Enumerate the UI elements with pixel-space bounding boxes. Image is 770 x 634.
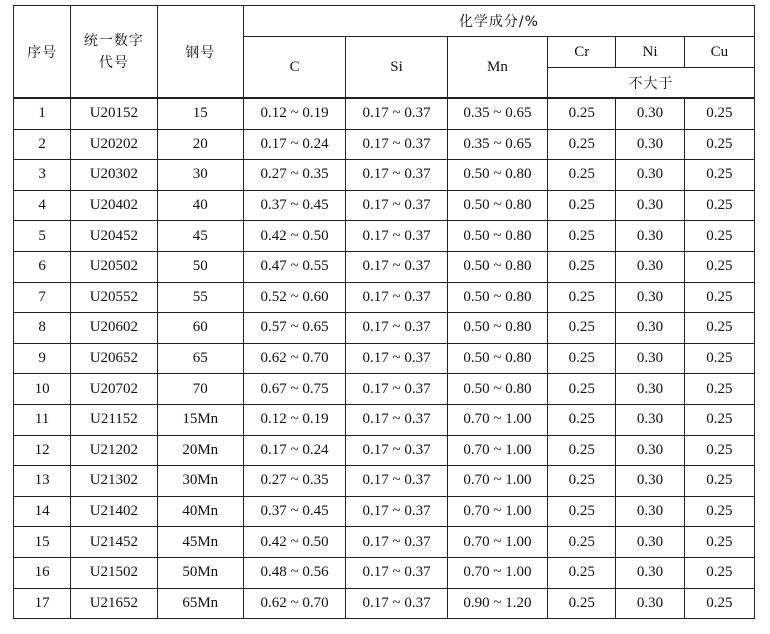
cell-no: 8	[14, 313, 71, 344]
composition-table	[13, 5, 755, 619]
cell-code: U21152	[71, 404, 157, 435]
cell-c: 0.27 ~ 0.35	[243, 466, 345, 497]
cell-code: U20652	[71, 343, 157, 374]
table-body	[14, 98, 755, 619]
cell-mn: 0.50 ~ 0.80	[447, 190, 547, 221]
cell-code: U20402	[71, 190, 157, 221]
cell-no: 7	[14, 282, 71, 313]
cell-code: U20452	[71, 221, 157, 252]
cell-mn: 0.70 ~ 1.00	[447, 466, 547, 497]
cell-no: 3	[14, 160, 71, 191]
cell-grade: 20Mn	[157, 435, 243, 466]
header-code-line1: 统一数字	[83, 32, 144, 49]
cell-cr: 0.25	[548, 251, 616, 282]
table-row	[14, 129, 755, 160]
cell-code: U20552	[71, 282, 157, 313]
cell-mn: 0.50 ~ 0.80	[447, 251, 547, 282]
cell-ni: 0.30	[616, 588, 684, 619]
cell-mn: 0.70 ~ 1.00	[447, 527, 547, 558]
cell-ni: 0.30	[616, 404, 684, 435]
cell-grade: 30	[157, 160, 243, 191]
cell-si: 0.17 ~ 0.37	[346, 588, 447, 619]
cell-cr: 0.25	[548, 129, 616, 160]
table-row	[14, 343, 755, 374]
cell-grade: 65	[157, 343, 243, 374]
cell-ni: 0.30	[616, 251, 684, 282]
cell-mn: 0.50 ~ 0.80	[447, 374, 547, 405]
cell-si: 0.17 ~ 0.37	[346, 282, 447, 313]
cell-ni: 0.30	[616, 313, 684, 344]
cell-no: 16	[14, 557, 71, 588]
cell-cu: 0.25	[684, 343, 754, 374]
table-row	[14, 282, 755, 313]
table-row	[14, 527, 755, 558]
cell-ni: 0.30	[616, 190, 684, 221]
cell-c: 0.52 ~ 0.60	[243, 282, 345, 313]
cell-grade: 50Mn	[157, 557, 243, 588]
cell-mn: 0.70 ~ 1.00	[447, 496, 547, 527]
cell-c: 0.17 ~ 0.24	[243, 435, 345, 466]
cell-si: 0.17 ~ 0.37	[346, 527, 447, 558]
cell-c: 0.12 ~ 0.19	[243, 98, 345, 129]
cell-mn: 0.50 ~ 0.80	[447, 160, 547, 191]
cell-code: U21202	[71, 435, 157, 466]
header-code-line2: 代号	[98, 54, 129, 71]
cell-mn: 0.35 ~ 0.65	[447, 129, 547, 160]
header-cr: Cr	[548, 37, 616, 68]
cell-grade: 55	[157, 282, 243, 313]
cell-cu: 0.25	[684, 435, 754, 466]
cell-cu: 0.25	[684, 404, 754, 435]
cell-cr: 0.25	[548, 435, 616, 466]
cell-cu: 0.25	[684, 282, 754, 313]
cell-code: U20152	[71, 98, 157, 129]
cell-cu: 0.25	[684, 466, 754, 497]
cell-grade: 65Mn	[157, 588, 243, 619]
cell-code: U20702	[71, 374, 157, 405]
cell-cr: 0.25	[548, 160, 616, 191]
header-cu: Cu	[684, 37, 754, 68]
cell-c: 0.62 ~ 0.70	[243, 343, 345, 374]
header-unified-code	[71, 6, 157, 99]
cell-grade: 20	[157, 129, 243, 160]
table-row	[14, 313, 755, 344]
cell-cu: 0.25	[684, 557, 754, 588]
cell-grade: 60	[157, 313, 243, 344]
cell-code: U21302	[71, 466, 157, 497]
cell-no: 9	[14, 343, 71, 374]
cell-cr: 0.25	[548, 404, 616, 435]
cell-ni: 0.30	[616, 98, 684, 129]
cell-no: 14	[14, 496, 71, 527]
cell-grade: 15	[157, 98, 243, 129]
cell-mn: 0.70 ~ 1.00	[447, 404, 547, 435]
cell-cu: 0.25	[684, 374, 754, 405]
cell-code: U20502	[71, 251, 157, 282]
cell-no: 1	[14, 98, 71, 129]
cell-mn: 0.90 ~ 1.20	[447, 588, 547, 619]
table-row	[14, 496, 755, 527]
cell-cr: 0.25	[548, 496, 616, 527]
cell-cu: 0.25	[684, 129, 754, 160]
cell-mn: 0.70 ~ 1.00	[447, 557, 547, 588]
cell-si: 0.17 ~ 0.37	[346, 435, 447, 466]
cell-mn: 0.50 ~ 0.80	[447, 282, 547, 313]
cell-ni: 0.30	[616, 496, 684, 527]
cell-mn: 0.70 ~ 1.00	[447, 435, 547, 466]
cell-cr: 0.25	[548, 190, 616, 221]
cell-grade: 30Mn	[157, 466, 243, 497]
table-row	[14, 466, 755, 497]
table-row	[14, 160, 755, 191]
cell-si: 0.17 ~ 0.37	[346, 251, 447, 282]
cell-code: U20202	[71, 129, 157, 160]
cell-code: U20302	[71, 160, 157, 191]
cell-mn: 0.50 ~ 0.80	[447, 221, 547, 252]
cell-grade: 45	[157, 221, 243, 252]
cell-si: 0.17 ~ 0.37	[346, 190, 447, 221]
cell-cr: 0.25	[548, 374, 616, 405]
table-row	[14, 588, 755, 619]
cell-c: 0.12 ~ 0.19	[243, 404, 345, 435]
cell-cu: 0.25	[684, 160, 754, 191]
cell-ni: 0.30	[616, 374, 684, 405]
cell-no: 6	[14, 251, 71, 282]
cell-ni: 0.30	[616, 343, 684, 374]
table-row	[14, 221, 755, 252]
cell-grade: 45Mn	[157, 527, 243, 558]
table-header	[14, 6, 755, 99]
cell-cu: 0.25	[684, 496, 754, 527]
cell-cr: 0.25	[548, 466, 616, 497]
cell-si: 0.17 ~ 0.37	[346, 466, 447, 497]
table-row	[14, 98, 755, 129]
header-c: C	[243, 37, 345, 99]
cell-c: 0.67 ~ 0.75	[243, 374, 345, 405]
cell-si: 0.17 ~ 0.37	[346, 98, 447, 129]
cell-cr: 0.25	[548, 221, 616, 252]
cell-code: U20602	[71, 313, 157, 344]
cell-no: 12	[14, 435, 71, 466]
cell-ni: 0.30	[616, 527, 684, 558]
table-row	[14, 435, 755, 466]
cell-no: 17	[14, 588, 71, 619]
cell-ni: 0.30	[616, 557, 684, 588]
cell-c: 0.57 ~ 0.65	[243, 313, 345, 344]
cell-ni: 0.30	[616, 129, 684, 160]
cell-c: 0.42 ~ 0.50	[243, 527, 345, 558]
cell-no: 4	[14, 190, 71, 221]
cell-no: 5	[14, 221, 71, 252]
cell-si: 0.17 ~ 0.37	[346, 496, 447, 527]
cell-cu: 0.25	[684, 527, 754, 558]
header-mn: Mn	[447, 37, 547, 99]
cell-cr: 0.25	[548, 313, 616, 344]
cell-cu: 0.25	[684, 98, 754, 129]
cell-mn: 0.50 ~ 0.80	[447, 343, 547, 374]
cell-si: 0.17 ~ 0.37	[346, 160, 447, 191]
header-grade: 钢号	[157, 6, 243, 99]
cell-c: 0.47 ~ 0.55	[243, 251, 345, 282]
cell-ni: 0.30	[616, 160, 684, 191]
table-row	[14, 374, 755, 405]
cell-cr: 0.25	[548, 557, 616, 588]
cell-cr: 0.25	[548, 343, 616, 374]
cell-c: 0.17 ~ 0.24	[243, 129, 345, 160]
cell-si: 0.17 ~ 0.37	[346, 343, 447, 374]
cell-grade: 70	[157, 374, 243, 405]
cell-cu: 0.25	[684, 313, 754, 344]
cell-si: 0.17 ~ 0.37	[346, 404, 447, 435]
header-si: Si	[346, 37, 447, 99]
cell-c: 0.37 ~ 0.45	[243, 496, 345, 527]
cell-ni: 0.30	[616, 221, 684, 252]
cell-si: 0.17 ~ 0.37	[346, 374, 447, 405]
cell-code: U21652	[71, 588, 157, 619]
cell-si: 0.17 ~ 0.37	[346, 221, 447, 252]
cell-cr: 0.25	[548, 527, 616, 558]
cell-c: 0.37 ~ 0.45	[243, 190, 345, 221]
cell-grade: 40Mn	[157, 496, 243, 527]
cell-c: 0.62 ~ 0.70	[243, 588, 345, 619]
table-row	[14, 190, 755, 221]
cell-mn: 0.35 ~ 0.65	[447, 98, 547, 129]
table-row	[14, 251, 755, 282]
cell-si: 0.17 ~ 0.37	[346, 313, 447, 344]
cell-ni: 0.30	[616, 435, 684, 466]
cell-cr: 0.25	[548, 98, 616, 129]
table-row	[14, 404, 755, 435]
cell-grade: 40	[157, 190, 243, 221]
cell-grade: 15Mn	[157, 404, 243, 435]
cell-ni: 0.30	[616, 282, 684, 313]
cell-cr: 0.25	[548, 282, 616, 313]
cell-cu: 0.25	[684, 588, 754, 619]
cell-si: 0.17 ~ 0.37	[346, 129, 447, 160]
cell-code: U21452	[71, 527, 157, 558]
cell-c: 0.27 ~ 0.35	[243, 160, 345, 191]
header-seq: 序号	[14, 6, 71, 99]
cell-grade: 50	[157, 251, 243, 282]
cell-no: 11	[14, 404, 71, 435]
cell-cu: 0.25	[684, 221, 754, 252]
cell-cu: 0.25	[684, 251, 754, 282]
cell-c: 0.48 ~ 0.56	[243, 557, 345, 588]
header-max-note: 不大于	[548, 68, 755, 99]
cell-cu: 0.25	[684, 190, 754, 221]
cell-no: 10	[14, 374, 71, 405]
cell-ni: 0.30	[616, 466, 684, 497]
cell-no: 13	[14, 466, 71, 497]
cell-code: U21502	[71, 557, 157, 588]
header-composition: 化学成分/%	[243, 6, 754, 37]
cell-no: 15	[14, 527, 71, 558]
cell-si: 0.17 ~ 0.37	[346, 557, 447, 588]
table-row	[14, 557, 755, 588]
cell-cr: 0.25	[548, 588, 616, 619]
cell-mn: 0.50 ~ 0.80	[447, 313, 547, 344]
cell-no: 2	[14, 129, 71, 160]
header-ni: Ni	[616, 37, 684, 68]
cell-c: 0.42 ~ 0.50	[243, 221, 345, 252]
cell-code: U21402	[71, 496, 157, 527]
